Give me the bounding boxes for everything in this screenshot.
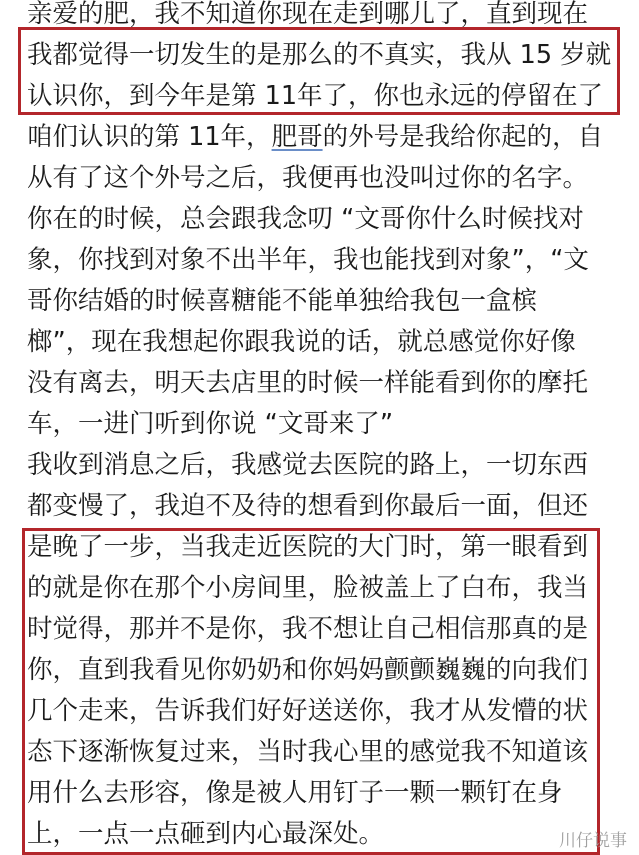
text-line-19: 态下逐渐恢复过来，当时我心里的感觉我不知道该 [27,737,589,767]
text-line-6: 你在的时候，总会跟我念叨 “文哥你什么时候找对 [27,204,584,234]
watermark: 川仔说事 [559,831,627,851]
text-line-21: 上，一点一点砸到内心最深处。 [27,819,385,849]
text-line-5: 从有了这个外号之后，我便再也没叫过你的名字。 [27,163,589,193]
highlight-box-top [18,27,620,115]
text-line-16: 时觉得，那并不是你，我不想让自己相信那真的是 [27,614,589,644]
text-line-9: 榔”，现在我想起你跟我说的话，就总感觉你好像 [27,327,576,357]
text-line-11: 车，一进门听到你说 “文哥来了” [27,409,394,439]
text-line-3: 认识你，到今年是第 11年了，你也永远的停留在了 [27,81,604,111]
text-line-8: 哥你结婚的时候喜糖能不能单独给我包一盒槟 [27,286,538,316]
text-line-15: 的就是你在那个小房间里，脸被盖上了白布，我当 [27,573,589,603]
text-line-2: 我都觉得一切发生的是那么的不真实，我从 15 岁就 [27,40,612,70]
text-line-1: 亲爱的肥，我不知道你现在走到哪儿了，直到现在 [27,0,589,29]
nickname-link[interactable]: 肥哥 [271,122,323,152]
text-line-10: 没有离去，明天去店里的时候一样能看到你的摩托 [27,368,589,398]
highlight-box-bottom [22,528,600,855]
text-line-4-head: 咱们认识的第 11年， [27,122,272,152]
text-line-4 [27,117,627,158]
text-line-20: 用什么去形容，像是被人用钉子一颗一颗钉在身 [27,778,563,808]
text-line-12: 我收到消息之后，我感觉去医院的路上，一切东西 [27,450,589,480]
text-line-17: 你，直到我看见你奶奶和你妈妈颤颤巍巍的向我们 [27,655,589,685]
text-line-4-tail: 的外号是我给你起的，自 [322,122,604,152]
text-line-18: 几个走来，告诉我们好好送送你，我才从发懵的状 [27,696,589,726]
text-line-7: 象，你找到对象不出半年，我也能找到对象”，“文 [27,245,589,275]
text-line-14: 是晚了一步，当我走近医院的大门时，第一眼看到 [27,532,589,562]
text-line-13: 都变慢了，我迫不及待的想看到你最后一面，但还 [27,491,589,521]
